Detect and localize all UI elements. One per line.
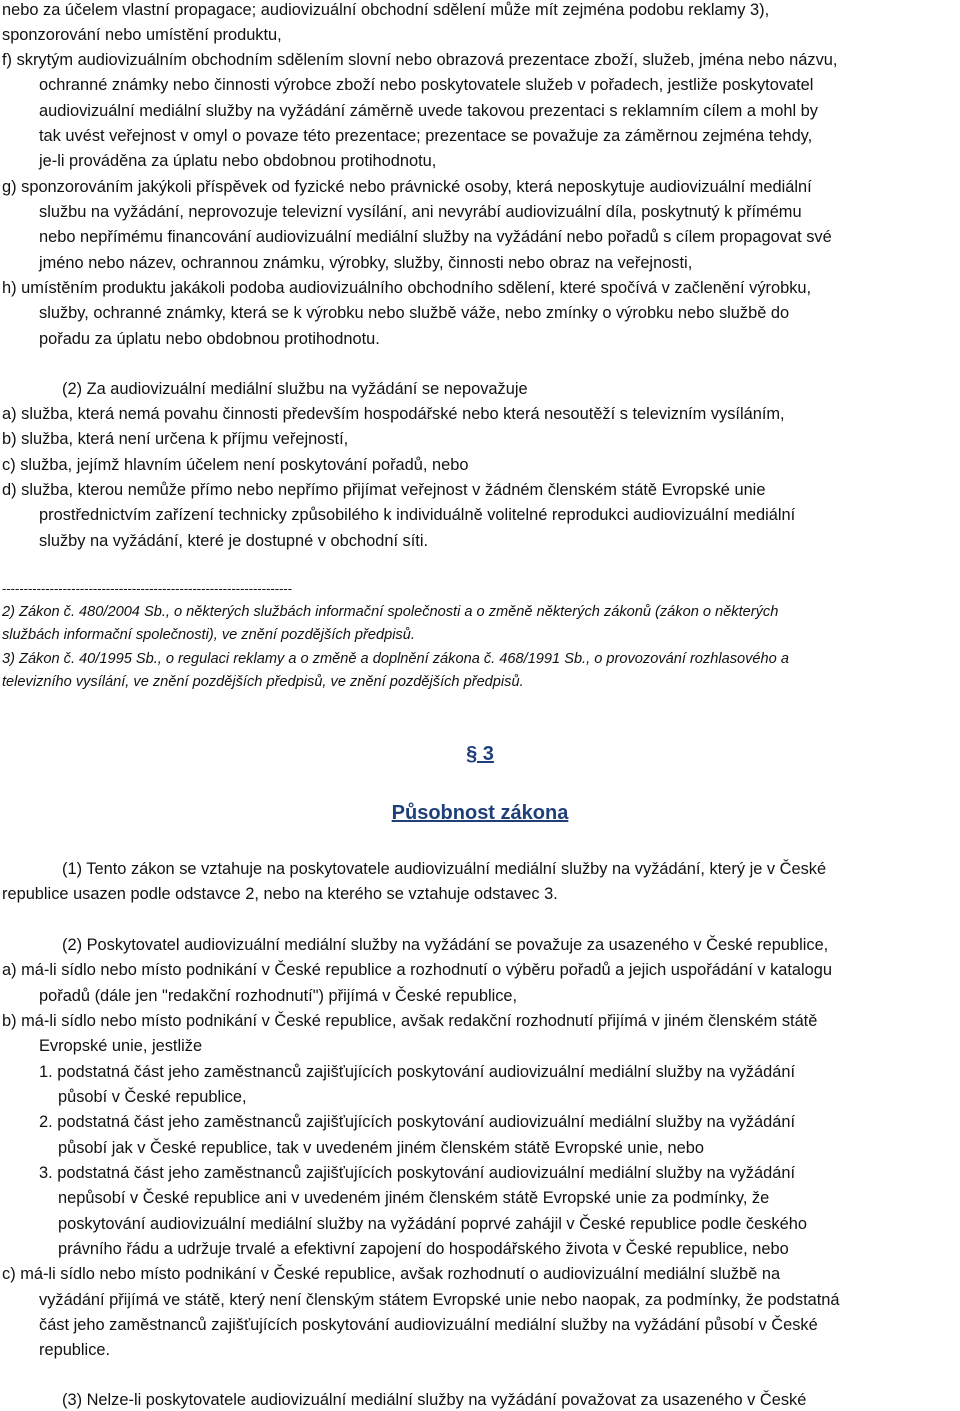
text-line: republice usazen podle odstavce 2, nebo na kterého se vztahuje odstavec 3. [2,885,558,903]
section-title: Působnost zákona [391,802,569,824]
text-line: pořadu za úplatu nebo obdobnou protihodnotu. [39,330,380,348]
text-line: jméno nebo název, ochrannou známku, výrobky, služby, činnosti nebo obraz na veřejnosti, [39,254,693,272]
text-line: službu na vyžádání, neprovozuje televizní vysílání, ani nevyrábí audiovizuální díla, poskytnutý k přímému [39,203,802,221]
text-line: prostřednictvím zařízení technicky způsobilého k individuálně volitelné reprodukci audiovizuální mediální [39,506,796,524]
text-line: republice. [39,1341,111,1359]
text-line: nepůsobí v České republice ani v uvedeném jiném členském státě Evropské unie za podmínky, že [58,1189,770,1207]
text-line: nebo za účelem vlastní propagace; audiovizuální obchodní sdělení může mít zejména podobu reklamy 3), [2,1,770,19]
footnote-line: službách informační společnosti), ve znění pozdějších předpisů. [2,627,415,643]
text-line: vyžádání přijímá ve státě, který není členským státem Evropské unie nebo naopak, za podmínky, že podstatná [39,1291,840,1309]
paragraph-heading: (2) Za audiovizuální mediální službu na vyžádání se nepovažuje [62,380,528,398]
text-line: tak uvést veřejnost v omyl o povaze této prezentace; prezentace se považuje za záměrnou zejména tehdy, [39,127,813,145]
text-line: část jeho zaměstnanců zajišťujících poskytování audiovizuální mediální služby na vyžádání působí v České [39,1316,818,1334]
text-line: a) má-li sídlo nebo místo podnikání v České republice a rozhodnutí o výběru pořadů a jejich uspořádání v katalogu [2,961,833,979]
text-line: sponzorování nebo umístění produktu, [2,26,282,44]
text-line: d) služba, kterou nemůže přímo nebo nepřímo přijímat veřejnost v žádném členském státě Evropské unie [2,481,766,499]
text-line: b) služba, která není určena k příjmu veřejností, [2,430,349,448]
text-line: je-li prováděna za úplatu nebo obdobnou protihodnotu, [39,152,437,170]
text-line: služby, ochranné známky, která se k výrobku nebo službě váže, nebo zmínky o výrobku nebo službě do [39,304,790,322]
text-line: poskytování audiovizuální mediální služby na vyžádání poprvé zahájil v České republice podle českého [58,1215,807,1233]
text-line: působí jak v České republice, tak v uvedeném jiném členském státě Evropské unie, nebo [58,1139,704,1157]
text-line: a) služba, která nemá povahu činnosti především hospodářské nebo která nesoutěží s televizním vysíláním, [2,405,785,423]
text-line: 1. podstatná část jeho zaměstnanců zajišťujících poskytování audiovizuální mediální služby na vyžádání [39,1063,795,1081]
text-line: c) má-li sídlo nebo místo podnikání v České republice, avšak rozhodnutí o audiovizuální mediální službě na [2,1265,781,1283]
text-line: nebo nepřímému financování audiovizuální mediální služby na vyžádání nebo pořadů s cílem propagovat své [39,228,832,246]
text-line: g) sponzorováním jakýkoli příspěvek od fyzické nebo právnické osoby, která neposkytuje audiovizuální mediální [2,178,812,196]
text-line: Evropské unie, jestliže [39,1037,203,1055]
text-line: h) umístěním produktu jakákoli podoba audiovizuálního obchodního sdělení, které spočívá v začlenění výrobku, [2,279,812,297]
section-number: § 3 [466,743,494,765]
text-line: f) skrytým audiovizuálním obchodním sdělením slovní nebo obrazová prezentace zboží, služeb, jména nebo názvu, [2,51,838,69]
text-line: služby na vyžádání, které je dostupné v obchodní síti. [39,532,429,550]
footnote-separator: ------------------------------------------------------------------- [2,581,293,596]
footnote-line: televizního vysílání, ve znění pozdějších předpisů, ve znění pozdějších předpisů. [2,674,524,690]
footnote-line: 3) Zákon č. 40/1995 Sb., o regulaci reklamy a o změně a doplnění zákona č. 468/1991 Sb., o provozování rozhlasového a [2,651,789,667]
text-line: (2) Poskytovatel audiovizuální mediální služby na vyžádání se považuje za usazeného v České republice, [62,936,829,954]
text-line: (1) Tento zákon se vztahuje na poskytovatele audiovizuální mediální služby na vyžádání, který je v České [62,860,827,878]
text-line: audiovizuální mediální služby na vyžádání záměrně uvede takovou prezentaci s reklamním cílem a mohl by [39,102,818,120]
text-line: 2. podstatná část jeho zaměstnanců zajišťujících poskytování audiovizuální mediální služby na vyžádání [39,1113,795,1131]
text-line: (3) Nelze-li poskytovatele audiovizuální mediální služby na vyžádání považovat za usazeného v České [62,1391,807,1409]
footnote-line: 2) Zákon č. 480/2004 Sb., o některých službách informační společnosti a o změně některých zákonů (zákon o některých [2,604,779,620]
text-line: právního řádu a udržuje trvalé a efektivní zapojení do hospodářského života v České republice, nebo [58,1240,789,1258]
text-line: 3. podstatná část jeho zaměstnanců zajišťujících poskytování audiovizuální mediální služby na vyžádání [39,1164,795,1182]
text-line: c) služba, jejímž hlavním účelem není poskytování pořadů, nebo [2,456,469,474]
text-line: působí v České republice, [58,1088,247,1106]
text-line: pořadů (dále jen "redakční rozhodnutí") přijímá v České republice, [39,987,518,1005]
text-line: ochranné známky nebo činnosti výrobce zboží nebo poskytovatele služeb v pořadech, jestliže poskytovatel [39,76,814,94]
text-line: b) má-li sídlo nebo místo podnikání v České republice, avšak redakční rozhodnutí přijímá v jiném členském státě [2,1012,818,1030]
